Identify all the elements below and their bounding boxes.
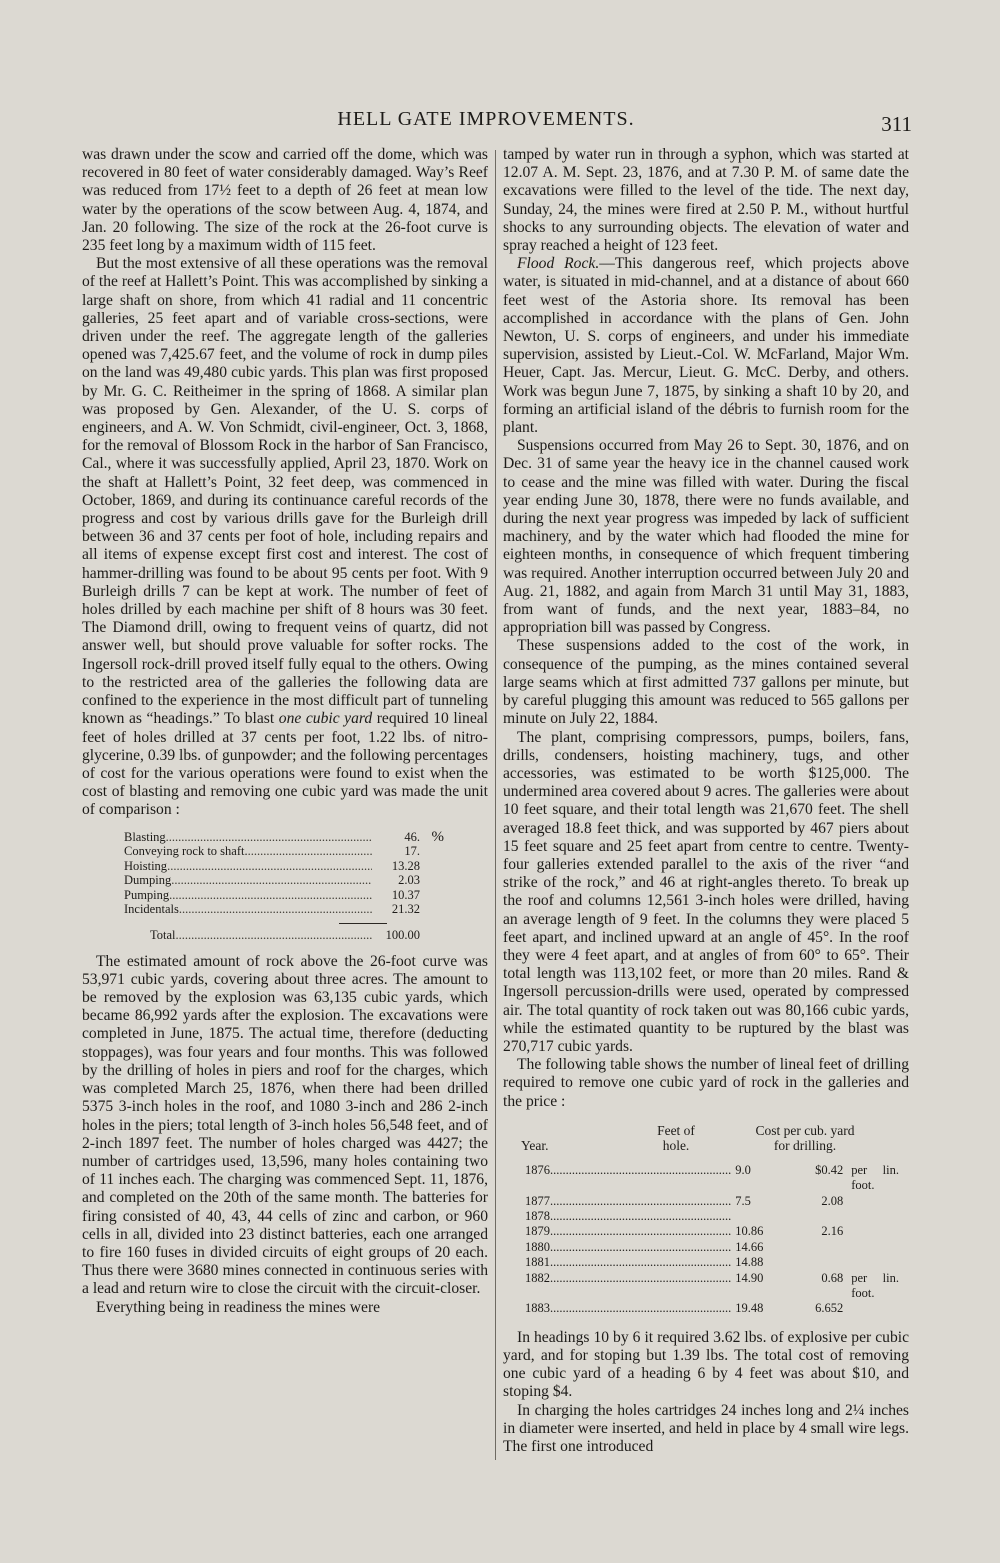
right-column (503, 146, 909, 1456)
unit: per lin. foot. (851, 1270, 899, 1301)
cost: $0.42 (815, 1162, 844, 1177)
dot-leader (179, 902, 372, 917)
paragraph: The estimated amount of rock above the 26-foot curve was 53,971 cubic yards, covering about three acres. The amount to be removed by the explosion was 63,135 cubic yards, which became 86,992 yards after the explosion. The excavations were completed in June, 1875. The actual time, therefore (deducting stoppages), was four years and four months. This was followed by the drilling of holes in piers and roof for the charges, which was completed March 25, 1876, when there had been drilled 5375 3-inch holes in the roof, and 1080 3-inch and 286 2-inch holes in the piers; total length of 3-inch holes 56,548 feet, and of 2-inch 1897 feet. The number of holes charged was 4427; the number of cartridges used, 13,596, many holes containing two of 11 inches each. The charging was commenced Sept. 11, 1876, and completed on the 20th of the same month. The batteries for firing consisted of 40, 43, 44 cells of zinc and carbon, or 960 cells in all, divided into 23 distinct batteries, each one arranged to fire 160 fuses in divided circuits of eight groups of 20 each. Thus there were 3680 mines connected in continuous series with a lead and return wire to close the circuit with the circuit-closer. (82, 952, 488, 1298)
running-title: HELL GATE IMPROVEMENTS. (337, 108, 635, 130)
cost: 0.68 (821, 1270, 844, 1285)
unit: per lin. foot. (851, 1162, 899, 1193)
year: 1877 (525, 1193, 550, 1208)
row-label: Conveying rock to shaft. (124, 844, 248, 859)
cost: 2.08 (821, 1193, 844, 1208)
year: 1883 (525, 1301, 550, 1316)
row-value: 10.37 (391, 887, 420, 902)
row-unit: % (431, 828, 444, 845)
row-label: Dumping (124, 873, 172, 888)
cost (785, 1240, 843, 1255)
unit (843, 1255, 899, 1270)
row-unit (420, 873, 444, 888)
header-cost-line2: for drilling. (773, 1137, 837, 1153)
unit (843, 1194, 899, 1209)
page-header (60, 108, 912, 144)
year-cell (519, 1240, 731, 1255)
dot-leader (550, 1224, 731, 1239)
year: 1878 (525, 1208, 550, 1223)
dot-leader (550, 1255, 731, 1270)
paragraph: Everything being in readiness the mines were (96, 1298, 381, 1316)
cost: 2.16 (821, 1224, 844, 1239)
year: 1876 (525, 1162, 550, 1177)
table-header (519, 1123, 899, 1153)
total-rule (339, 923, 387, 924)
feet: 14.88 (735, 1255, 764, 1270)
unit (843, 1301, 899, 1316)
paragraph: was drawn under the scow and carried off the dome, which was recovered in 80 feet of water considerably damaged. Way’s Reef was reduced from 17½ feet to a depth of 26 feet at mean low water by the operations of the scow between Aug. 4, 1874, and Jan. 20 following. The size of the rock at the 26-foot curve is 235 feet long by a maximum width of 115 feet. (82, 146, 488, 255)
paragraph: In headings 10 by 6 it required 3.62 lbs. of explosive per cubic yard, and for stoping but 1.39 lbs. The total cost of removing one cubic yard of a heading 6 by 4 feet was about $10, and stoping $4. (503, 1328, 909, 1401)
page-number: 311 (881, 112, 912, 136)
paragraph: These suspensions added to the cost of the work, in consequence of the pumping, as the mines contained several large seams which at first admitted 737 gallons per minute, but by careful plugging this amount was reduced to 565 gallons per minute on July 22, 1884. (503, 637, 909, 728)
paragraph-flood-rock (503, 255, 909, 437)
row-label: Incidentals (124, 902, 179, 917)
dot-leader (550, 1163, 731, 1194)
year-cell (519, 1271, 731, 1302)
feet (731, 1209, 785, 1224)
cost-percentage-table (124, 830, 444, 943)
row-value: 13.28 (391, 858, 420, 873)
feet: 19.48 (735, 1301, 764, 1316)
year-cell (519, 1255, 731, 1270)
header-feet-line1: Feet of (657, 1122, 695, 1138)
paragraph: Suspensions occurred from May 26 to Sept. 30, 1876, and on Dec. 31 of same year the heavy ice in the channel caused work to cease and the mine was filled with water. During the fiscal year ending June 30, 1878, there were no funds available, and during the next year progress was impeded by lack of sufficient machinery, and by the water which had flooded the mine for eighteen months, in consequence of which frequent timbering was required. Another interruption occurred between July 20 and Aug. 21, 1882, and again from March 31 until May 31, 1883, from want of funds, and the next year, 1883–84, no appropriation bill was passed by Congress. (503, 437, 909, 637)
table-row (519, 1194, 899, 1209)
table-row (519, 1271, 899, 1302)
dot-leader (176, 928, 372, 943)
paragraph: tamped by water run in through a syphon, which was started at 12.07 A. M. Sept. 23, 1876, and at 7.30 P. M. of same date the excavations were filled to the level of the tide. The next day, Sunday, 24, the mines were fired at 2.50 P. M., without hurtful shocks to any surrounding objects. The elevation of water and spray reached a height of 123 feet. (503, 146, 909, 255)
year-cell (519, 1194, 731, 1209)
unit (843, 1224, 899, 1239)
header-feet (641, 1123, 711, 1153)
cost (785, 1209, 843, 1224)
unit (843, 1240, 899, 1255)
row-unit (420, 902, 444, 917)
row-unit-spacer (420, 928, 444, 943)
row-label: Blasting (124, 829, 166, 844)
header-feet-line2: hole. (662, 1137, 690, 1153)
dot-leader (550, 1301, 731, 1316)
paragraph: The following table shows the number of lineal feet of drilling required to remove one cubic yard of rock in the galleries and the price : (503, 1056, 909, 1110)
dot-leader (550, 1240, 731, 1255)
dot-leader (550, 1209, 731, 1224)
cost (785, 1255, 843, 1270)
year: 1879 (525, 1224, 550, 1239)
emphasis-text: one cubic yard (278, 710, 373, 728)
row-label: Pumping (124, 887, 170, 902)
paragraph-hallets-point (82, 255, 488, 819)
table-row (519, 1209, 899, 1224)
dot-leader (167, 859, 372, 874)
total-label: Total (150, 928, 176, 943)
year-cell (519, 1163, 731, 1194)
paragraph-text: required 10 lineal feet of holes drilled at 37 cents per foot, 1.22 lbs. of nitro-glycerine, 0.39 lbs. of gunpowder; and the following percentages of cost for the various operations were found to exist when the cost of blasting and removing one cubic yard was made the unit of comparison : (82, 710, 489, 819)
row-value: 46. (404, 829, 420, 844)
paragraph: In charging the holes cartridges 24 inches long and 2¼ inches in diameter were inserted, and held in place by 4 small wire legs. The first one introduced (503, 1401, 909, 1456)
table-row (519, 1255, 899, 1270)
row-unit (420, 844, 444, 859)
total-value: 100.00 (385, 928, 420, 943)
header-year: Year. (521, 1137, 549, 1153)
dot-leader (169, 888, 372, 903)
table-row (519, 1163, 899, 1194)
feet: 7.5 (735, 1193, 751, 1208)
year-cell (519, 1224, 731, 1239)
table-row (124, 844, 444, 859)
column-divider (495, 150, 496, 1460)
dot-leader (166, 830, 372, 845)
dot-leader (171, 873, 372, 888)
year: 1882 (525, 1270, 550, 1285)
drilling-table (519, 1123, 899, 1317)
table-row (124, 902, 444, 917)
table-row (519, 1240, 899, 1255)
table-row (519, 1301, 899, 1316)
row-value: 17. (404, 844, 420, 859)
table-row (124, 888, 444, 903)
row-label: Hoisting (124, 858, 168, 873)
paragraph: The plant, comprising compressors, pumps, boilers, fans, drills, condensers, hoisting machinery, tugs, and other accessories, was estimated to be worth $125,000. The undermined area covered about 9 acres. The galleries were about 10 feet square, and their total length was 21,670 feet. The shell averaged 18.8 feet thick, and was supported by 467 piers about 15 feet square and 25 feet apart from centre to centre. Twenty-four galleries extended parallel to the axis of the river “and strike of the rock,” and 46 at right-angles thereto. To break up the roof and columns 12,561 3-inch holes were drilled, having an average length of 9 feet. In the columns they were placed 5 feet apart, and inclined upward at an angle of 45°. In the roof they were 4 feet apart, and at angles of from 60° to 65°. Their total length was 113,102 feet, or more than 20 miles. Rand & Ingersoll percussion-drills were used, operated by compressed air. The total quantity of rock taken out was 80,166 cubic yards, while the estimated quantity to be ruptured by the blast was 270,717 cubic yards. (503, 728, 909, 1055)
row-value: 2.03 (398, 873, 420, 888)
table-row (124, 859, 444, 874)
dot-leader (248, 844, 372, 859)
table-total-row (124, 928, 444, 943)
feet: 10.86 (735, 1224, 764, 1239)
unit (843, 1209, 899, 1224)
table-row (519, 1224, 899, 1239)
year: 1880 (525, 1239, 550, 1254)
feet: 14.66 (735, 1239, 764, 1254)
row-value: 21.32 (391, 902, 420, 917)
feet: 14.90 (735, 1270, 764, 1285)
feet: 9.0 (735, 1162, 751, 1177)
paragraph-text: —This dangerous reef, which projects above water, is situated in mid-channel, and at a distance of about 660 feet west of the Astoria shore. Its removal has been accomplished in accordance with the plans of Gen. John Newton, U. S. corps of engineers, and under his immediate supervision, assisted by Lieut.-Col. W. McFarland, Major Wm. Heuer, Capt. Jas. Mercur, Lieut. G. McC. Derby, and others. Work was begun June 7, 1875, by sinking a shaft 10 by 20, and forming an artificial island of the débris to furnish room for the plant. (503, 255, 909, 437)
year-cell (519, 1209, 731, 1224)
section-heading: Flood Rock. (517, 255, 600, 273)
table-row (124, 830, 444, 845)
dot-leader (550, 1194, 731, 1209)
table-row (124, 873, 444, 888)
row-unit (420, 888, 444, 903)
year: 1881 (525, 1255, 550, 1270)
cost: 6.652 (815, 1301, 844, 1316)
year-cell (519, 1301, 731, 1316)
row-unit (420, 859, 444, 874)
left-column (82, 146, 488, 1317)
header-cost-line1: Cost per cub. yard (755, 1122, 855, 1138)
paragraph-text: But the most extensive of all these operations was the removal of the reef at Hallett’s Point. This was accomplished by sinking a large shaft on shore, from which 41 radial and 11 concentric galleries, 25 feet apart and of variable cross-sections, were driven under the reef. The aggregate length of the galleries opened was 7,425.67 feet, and the volume of rock in dump piles on the land was 49,480 cubic yards. This plan was first proposed by Mr. G. C. Reitheimer in the spring of 1868. A similar plan was proposed by Gen. Alexander, of the U. S. corps of engineers, and A. W. Von Schmidt, civil-engineer, Oct. 3, 1868, for the removal of Blossom Rock in the harbor of San Francisco, Cal., where it was successfully applied, April 23, 1870. Work on the shaft at Hallett’s Point, 32 feet deep, was commenced in October, 1869, and during its continuance careful records of the progress and cost by various drills gave for the Burleigh drill between 36 and 37 cents per foot of hole, including repairs and all items of expense except first cost and interest. The cost of hammer-drilling was found to be about 95 cents per foot. With 9 Burleigh drills 7 can be kept at work. The number of feet of holes drilled by each machine per shift of 8 hours was 30 feet. The Diamond drill, owing to frequent veins of quartz, did not answer well, but should prove valuable for softer rocks. The Ingersoll rock-drill proved itself fully equal to the others. Owing to the restricted area of the galleries the following data are confined to the experience in the most difficult part of tunneling known as “headings.” To blast (82, 255, 488, 728)
header-cost (711, 1123, 899, 1153)
dot-leader (550, 1271, 731, 1302)
